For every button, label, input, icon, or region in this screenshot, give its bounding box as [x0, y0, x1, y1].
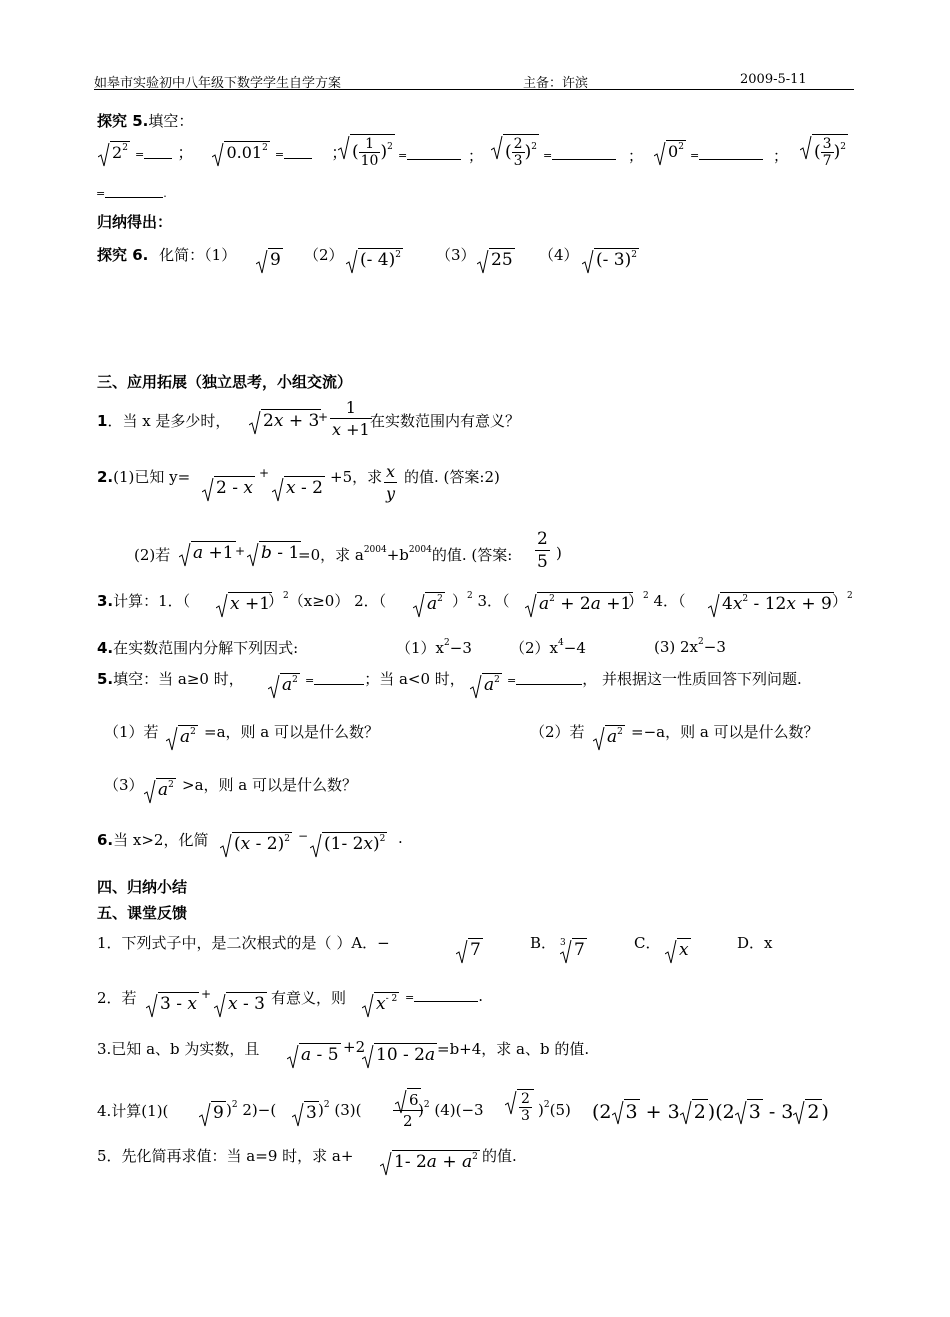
sqrt-a-plus-1: a +1	[179, 541, 236, 563]
sqrt-x-neg2: $x^{- 2}$	[362, 992, 399, 1014]
q2-text: 2.(1)已知 y=	[97, 468, 191, 486]
f4-f: )$^2$ (4)(−3	[418, 1100, 484, 1119]
sqrt-2-minus-x: 2 - x	[202, 476, 255, 498]
f1-text: 1．下列式子中，是二次根式的是（ ）A．−	[97, 934, 390, 952]
sqrt-a-squared: $a^2$	[268, 673, 300, 695]
f3-b: +2	[343, 1038, 366, 1056]
sqrt-4x2-12x-9: $4x^2 - 12x + 9$	[708, 592, 834, 614]
q6-text: 6.当 x>2，化简	[97, 831, 209, 849]
sqrt-1-minus-2x-squared: (1- 2x)$^2$	[310, 832, 387, 854]
q2-mid: +5，求	[330, 468, 383, 486]
q3-h: ）$^2$	[832, 591, 853, 610]
q4-p3: (3) $2x^2-3$	[654, 637, 726, 656]
q5-c: = ， 并根据这一性质回答下列问题.	[507, 670, 802, 688]
q2b-mid: =0，求 $a^{2004}+b^{2004}$的值. (答案:	[298, 545, 513, 564]
explore6-p3: （3）	[436, 246, 476, 264]
explore6-p4: （4）	[539, 246, 579, 264]
sqrt-2x-plus-3: 2x + 3	[249, 409, 321, 431]
frac-1-over-x-plus-1: $\frac{1}{x +1}$	[332, 398, 370, 439]
q3-f: ）$^2$ 4．（	[628, 591, 686, 610]
sep: ；	[468, 147, 484, 165]
q5-s2: （2）若	[530, 723, 585, 741]
explore5-b3: =	[398, 145, 461, 162]
q5-s3b: >a，则 a 可以是什么数？	[182, 776, 357, 794]
blank[interactable]	[144, 144, 172, 159]
summary-label: 归纳得出：	[97, 213, 173, 231]
q3-d: ）$^2$ 3．（	[452, 591, 510, 610]
sqrt-x-minus-2: x - 2	[272, 476, 325, 498]
sep: ；	[773, 147, 789, 165]
sqrt-1-2a-a2: 1- $2a + a^2$	[380, 1150, 480, 1172]
section4-title: 四、归纳小结	[97, 878, 188, 896]
f4-d: )$^2$ (3)(	[318, 1100, 362, 1119]
frac-2-over-5: $\frac{2}{5}$	[537, 529, 548, 572]
f2-c: = .	[405, 987, 483, 1005]
explore5-b5: =	[690, 145, 763, 162]
header-author: 主备：许滨	[523, 76, 589, 91]
q1-tail: 在实数范围内有意义？	[370, 412, 521, 430]
sqrt-0-squared: $0^2$	[654, 140, 686, 161]
header-date: 2009-5-11	[740, 72, 807, 87]
f2-b: 有意义，则	[271, 989, 347, 1007]
sqrt-neg3-squared: (- 3)$^2$	[582, 248, 639, 270]
sqrt-25: 25	[477, 248, 515, 270]
explore6-p2: （2）	[304, 246, 344, 264]
q4-p1: $(1)x^2-3$	[396, 638, 472, 657]
f3-c: =b+4，求 a、b 的值.	[437, 1040, 590, 1058]
sqrt-x-minus-3: x - 3	[214, 992, 267, 1014]
plus: +	[201, 987, 212, 1001]
section5-title: 五、课堂反馈	[97, 904, 188, 922]
q5-s1: （1）若	[104, 723, 159, 741]
sqrt-9: 9	[256, 248, 283, 270]
sqrt-3-7-squared: ( $\frac{3}{7}$ )$^2$	[800, 134, 848, 169]
f5-b: 的值.	[482, 1147, 517, 1165]
q2b-text: (2)若	[134, 546, 171, 564]
q6-end: .	[398, 829, 403, 847]
frac-sqrt6-over-2: $\frac{6}{2}$	[393, 1088, 423, 1131]
q4-p2: $(2)x^4-4$	[510, 638, 586, 657]
header-rule	[94, 89, 854, 90]
sqrt-a-squared: $a^2$	[144, 778, 176, 800]
q2-tail: 的值. (答案:2)	[404, 468, 500, 486]
sqrt-2-squared: $2^2$	[98, 141, 130, 162]
q5-s2b: =−a，则 a 可以是什么数？	[631, 723, 819, 741]
section3-title: 三、应用拓展（独立思考，小组交流）	[97, 373, 353, 391]
sqrt-b-minus-1: b - 1	[247, 541, 301, 563]
blank[interactable]	[284, 144, 312, 159]
f2-text: 2．若	[97, 989, 137, 1007]
q5-s3: （3）	[104, 776, 144, 794]
sqrt-a2-2a-1: $a^2 + 2a +1$	[525, 592, 633, 614]
explore5-b6: = .	[96, 183, 167, 200]
sqrt-001-squared: 0.01$^2$	[212, 141, 269, 162]
sqrt-a-squared: $a^2$	[470, 673, 502, 695]
f4-text: 4.计算(1)(	[97, 1102, 169, 1120]
q3-b: ）$^2$（x≥0） 2．（	[268, 591, 387, 610]
f5-text: 5．先化简再求值：当 a=9 时，求 a+	[97, 1147, 354, 1165]
explore5-title: 探究 5.填空：	[97, 112, 194, 130]
q1-text: 1．当 x 是多少时，	[97, 412, 231, 430]
explore6-row: 探究 6. 化简：（1）	[97, 246, 237, 264]
sqrt-3: 3	[292, 1101, 319, 1123]
f4-b: )$^2$ 2)−(	[226, 1100, 277, 1119]
minus: −	[298, 829, 309, 843]
sqrt-a-squared: $a^2$	[166, 725, 198, 747]
sqrt-7: 7	[456, 938, 483, 960]
sep: ；	[628, 147, 644, 165]
f4-h: )$^2$(5)	[538, 1100, 571, 1119]
sqrt-x: x	[665, 938, 691, 960]
plus: +	[259, 466, 270, 480]
sqrt-x-minus-2-squared: (x - 2)$^2$	[220, 832, 292, 854]
plus: +	[235, 544, 246, 558]
sqrt-neg4-squared: (- 4)$^2$	[346, 248, 403, 270]
f1-c: C．	[634, 934, 661, 952]
header-school: 如皋市实验初中八年级下数学学生自学方案	[94, 76, 342, 91]
sqrt-a-squared: $a^2$	[413, 592, 445, 614]
f1-d: D．x	[737, 934, 773, 952]
frac-x-over-y: $\frac{x}{y}$	[386, 462, 396, 503]
sqrt-a-squared: $a^2$	[593, 725, 625, 747]
explore5-b4: =	[543, 145, 616, 162]
sqrt-9: 9	[199, 1101, 226, 1123]
sqrt-a-minus-5: a - 5	[287, 1043, 341, 1065]
product-expression: (2 3 + 3 2 )(2 3 - 3 2 )	[592, 1101, 829, 1123]
sqrt-x-plus-1: x +1	[216, 592, 272, 614]
q5-b: = ；当 a<0 时，	[305, 670, 465, 688]
sqrt-2-3-squared: ( $\frac{2}{3}$ )$^2$	[491, 134, 539, 169]
sqrt-10-minus-2a: 10 - 2a	[362, 1043, 437, 1065]
explore5-row: $2^2$ = ； 0.01$^2$ = ；	[98, 140, 361, 163]
q5-text: 5.填空：当 a≥0 时，	[97, 670, 244, 688]
cbrt-7: 3 7	[560, 938, 587, 960]
sqrt-2-over-3: $\frac{2}{3}$	[505, 1089, 534, 1124]
q2b-close: )	[556, 544, 562, 562]
f3-text: 3.已知 a、b 为实数，且	[97, 1040, 260, 1058]
plus: +	[318, 410, 329, 424]
q3-text: 3.计算：1．（	[97, 592, 191, 610]
f1-b: B．	[530, 934, 557, 952]
q5-s1b: =a，则 a 可以是什么数？	[204, 723, 379, 741]
sqrt-1-10-squared: ( $\frac{1}{10}$ )$^2$	[338, 134, 395, 169]
sqrt-3-minus-x: 3 - x	[146, 992, 199, 1014]
q4-text: 4.在实数范围内分解下列因式:	[97, 639, 299, 657]
